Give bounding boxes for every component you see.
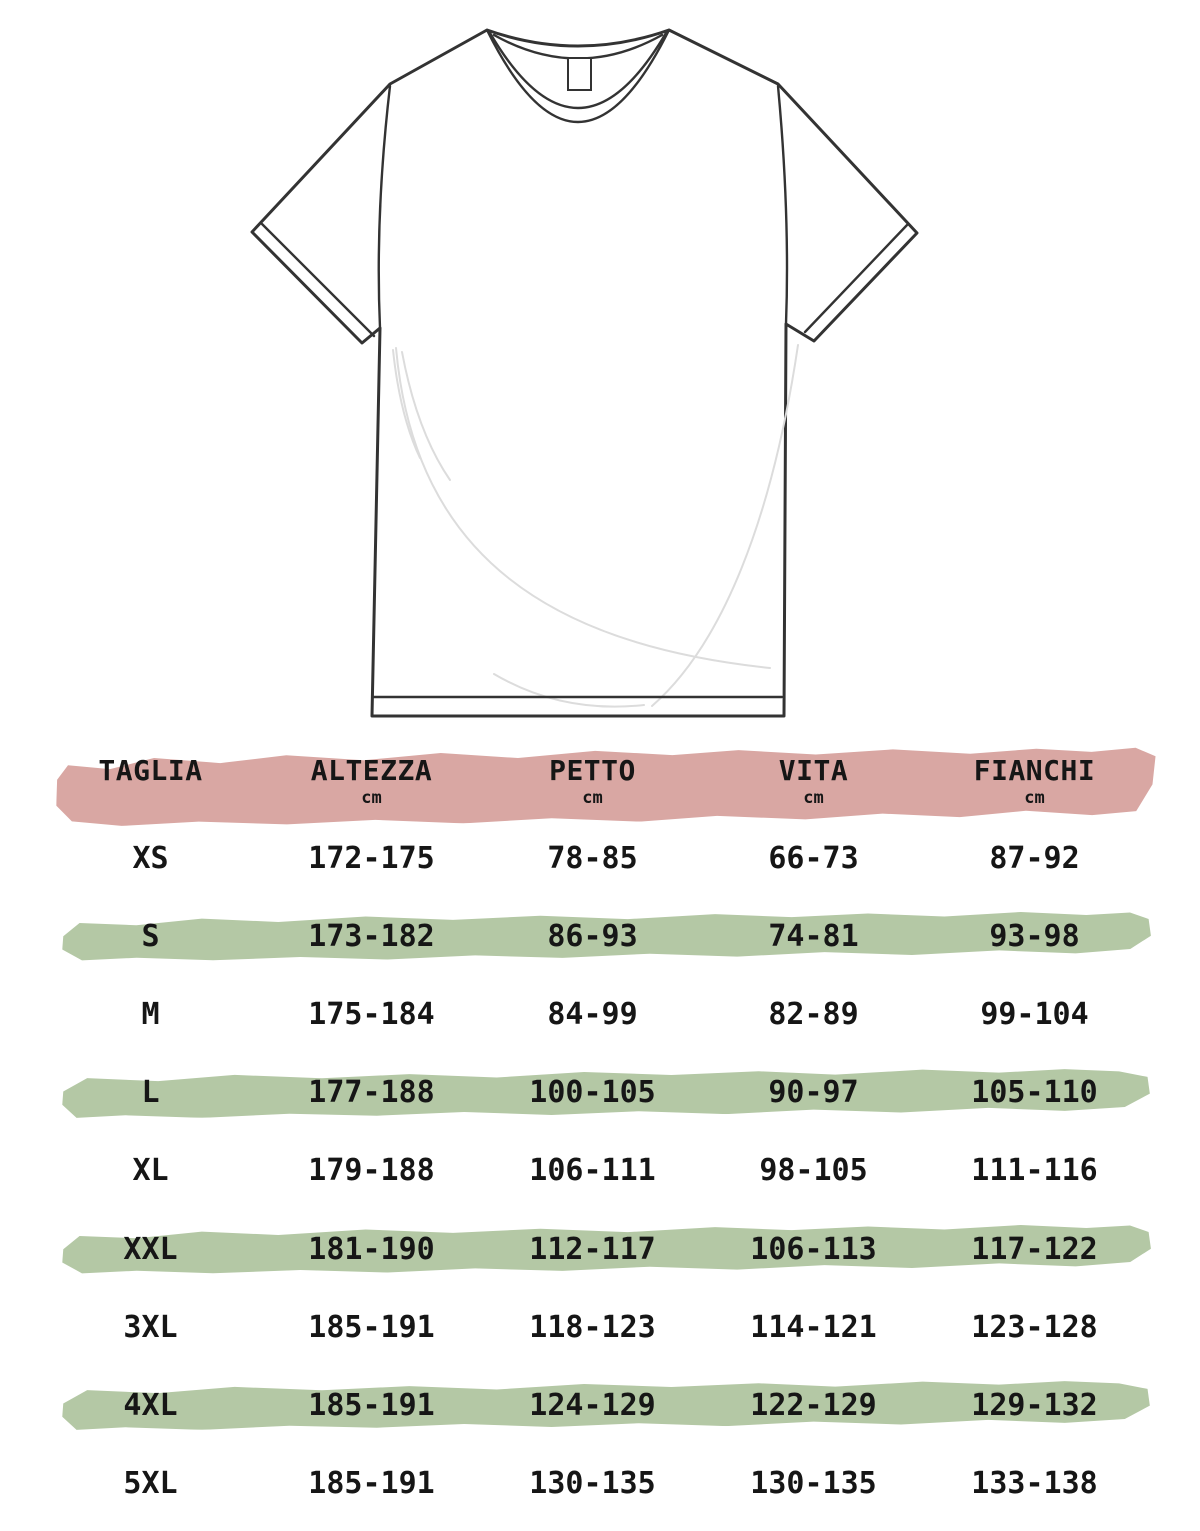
petto-value: 106-111 <box>529 1153 656 1189</box>
column-header <box>261 742 482 819</box>
petto-value: 112-117 <box>529 1231 656 1267</box>
fianchi-value: 105-110 <box>971 1075 1098 1111</box>
size-label: 4XL <box>123 1387 178 1423</box>
column-header-unit: cm <box>582 788 603 808</box>
vita-value: 74-81 <box>768 918 859 954</box>
petto-value: 84-99 <box>547 996 638 1032</box>
fianchi-value: 123-128 <box>971 1309 1098 1345</box>
column-header <box>703 742 924 819</box>
column-header <box>482 742 703 819</box>
size-row <box>0 1132 1200 1210</box>
altezza-value: 172-175 <box>308 840 435 876</box>
fianchi-value: 87-92 <box>989 840 1080 876</box>
size-row <box>0 1210 1200 1288</box>
size-label: 5XL <box>123 1466 178 1502</box>
vita-value: 66-73 <box>768 840 859 876</box>
altezza-value: 181-190 <box>308 1231 435 1267</box>
column-header-label: TAGLIA <box>98 754 203 787</box>
tshirt-diagram <box>0 0 1200 745</box>
petto-value: 86-93 <box>547 918 638 954</box>
size-row <box>0 1054 1200 1132</box>
petto-value: 118-123 <box>529 1309 656 1345</box>
column-header <box>924 742 1145 819</box>
fianchi-value: 117-122 <box>971 1231 1098 1267</box>
petto-value: 124-129 <box>529 1387 656 1423</box>
size-table-header <box>0 742 1200 819</box>
vita-value: 122-129 <box>750 1387 877 1423</box>
column-header-label: ALTEZZA <box>310 754 433 787</box>
size-table <box>0 742 1200 1523</box>
size-row <box>0 897 1200 975</box>
column-header-unit: cm <box>361 788 382 808</box>
size-row <box>0 1366 1200 1444</box>
size-label: L <box>141 1075 160 1111</box>
fianchi-value: 129-132 <box>971 1387 1098 1423</box>
vita-value: 82-89 <box>768 996 859 1032</box>
vita-value: 98-105 <box>759 1153 868 1189</box>
vita-value: 106-113 <box>750 1231 877 1267</box>
altezza-value: 177-188 <box>308 1075 435 1111</box>
altezza-value: 185-191 <box>308 1387 435 1423</box>
size-label: XS <box>132 840 169 876</box>
altezza-value: 185-191 <box>308 1309 435 1345</box>
fianchi-value: 93-98 <box>989 918 1080 954</box>
column-header <box>40 742 261 819</box>
altezza-value: 173-182 <box>308 918 435 954</box>
vita-value: 90-97 <box>768 1075 859 1111</box>
size-row <box>0 819 1200 897</box>
column-header-label: VITA <box>778 754 849 787</box>
column-header-unit: cm <box>1024 788 1045 808</box>
size-label: S <box>141 918 160 954</box>
altezza-value: 175-184 <box>308 996 435 1032</box>
column-header-label: FIANCHI <box>973 754 1096 787</box>
fianchi-value: 99-104 <box>980 996 1089 1032</box>
column-header-unit: cm <box>803 788 824 808</box>
column-header-label: PETTO <box>549 754 636 787</box>
fianchi-value: 111-116 <box>971 1153 1098 1189</box>
size-label: XXL <box>123 1231 178 1267</box>
fianchi-value: 133-138 <box>971 1466 1098 1502</box>
size-row <box>0 1445 1200 1523</box>
tshirt-outline <box>252 30 917 716</box>
vita-value: 130-135 <box>750 1466 877 1502</box>
size-label: 3XL <box>123 1309 178 1345</box>
size-row <box>0 1288 1200 1366</box>
vita-value: 114-121 <box>750 1309 877 1345</box>
size-label: M <box>141 996 160 1032</box>
altezza-value: 179-188 <box>308 1153 435 1189</box>
altezza-value: 185-191 <box>308 1466 435 1502</box>
petto-value: 100-105 <box>529 1075 656 1111</box>
neck-tag <box>568 58 591 90</box>
petto-value: 78-85 <box>547 840 638 876</box>
size-label: XL <box>132 1153 169 1189</box>
size-row <box>0 975 1200 1053</box>
petto-value: 130-135 <box>529 1466 656 1502</box>
